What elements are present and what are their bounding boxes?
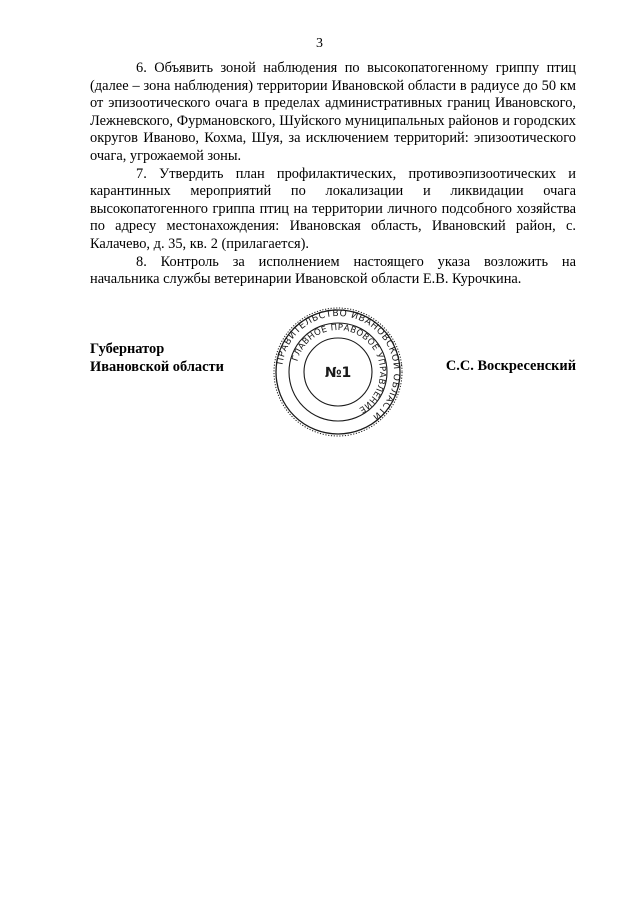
- signatory-title: [90, 341, 224, 376]
- page-number: 3: [316, 36, 323, 51]
- paragraph-6: 6. Объявить зоной наблюдения по высокопатогенному гриппу птиц (далее – зона наблюдения) территории Ивановской области в радиусе до 50 км от эпизоотического очага в пределах административных границ Ивановского, Лежневского, Фурмановского, Шуйского муниципальных районов и городских округов Иваново, Кохма, Шуя, за исключением территорий: эпизоотического очага, угрожаемой зоны.: [90, 60, 576, 164]
- official-seal-stamp: [272, 306, 404, 438]
- signatory-title-line2: Ивановской области: [90, 358, 224, 375]
- signatory-title-line1: Губернатор: [90, 341, 165, 357]
- seal-center-number: №1: [324, 365, 352, 381]
- signatory-name: С.С. Воскресенский: [445, 358, 576, 374]
- seal-outer-text: ПРАВИТЕЛЬСТВО ИВАНОВСКОЙ ОБЛАСТИ: [274, 307, 403, 423]
- signature-block: [90, 307, 576, 426]
- document-body: [90, 60, 576, 289]
- seal-inner-text: ГЛАВНОЕ ПРАВОВОЕ УПРАВЛЕНИЕ: [290, 322, 388, 415]
- paragraph-7: 7. Утвердить план профилактических, противоэпизоотических и карантинных мероприятий по локализации и ликвидации очага высокопатогенного гриппа птиц на территории личного подсобного хозяйства по адресу местонахождения: Ивановская область, Ивановский район, с. Калачево, д. 35, кв. 2 (прилагается).: [90, 165, 576, 252]
- paragraph-8: 8. Контроль за исполнением настоящего указа возложить на начальника службы ветеринарии Ивановской области Е.В. Курочкина.: [90, 253, 576, 288]
